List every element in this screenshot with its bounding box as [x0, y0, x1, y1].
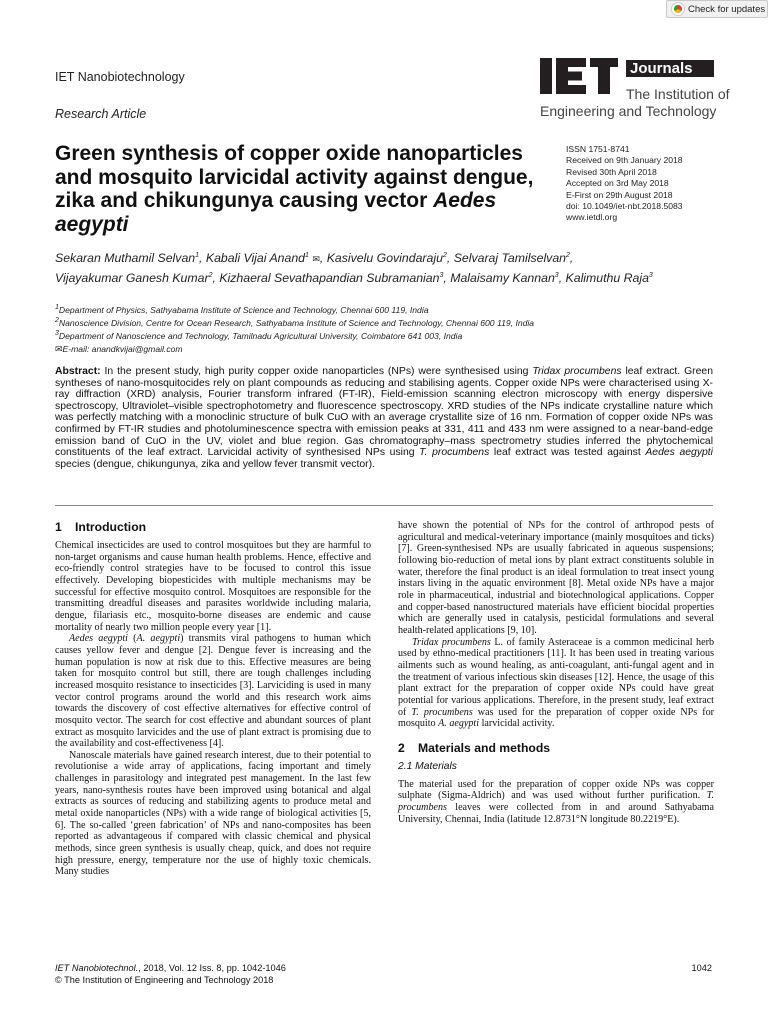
iet-logo-letters	[540, 58, 620, 94]
author-affil-sup: 2	[442, 251, 447, 259]
author: Sekaran Muthamil Selvan	[55, 251, 196, 265]
title-main: Green synthesis of copper oxide nanoparticles and mosquito larvicidal activity against dengue, zika and chikungunya causing vector	[55, 142, 534, 212]
author: Vijayakumar Ganesh Kumar	[55, 271, 209, 285]
revised-date: Revised 30th April 2018	[566, 166, 657, 177]
section-number: 1	[55, 520, 62, 534]
author-sep: ,	[446, 251, 454, 265]
affiliation	[55, 330, 715, 343]
received-date: Received on 9th January 2018	[566, 155, 683, 166]
species-name: A. aegypti	[438, 718, 480, 730]
journals-label: Journals	[626, 60, 714, 77]
affiliation	[55, 317, 715, 330]
journal-url[interactable]: www.ietdl.org	[566, 212, 618, 223]
institution-line-2: Engineering and Technology	[540, 103, 717, 119]
paragraph-text: leaves were collected from in and around Sathyabama University, Chennai, India (latitude 12.8731°N longitude 80.2219°E).	[398, 802, 714, 825]
abstract-text: leaf extract was tested against	[489, 447, 646, 459]
author-affil-sup: 1	[305, 251, 309, 259]
institution-line-1: The Institution of	[626, 86, 730, 102]
abstract-text: species (dengue, chikungunya, zika and yellow fever transmit vector).	[55, 458, 375, 470]
abstract-species: Tridax procumbens	[532, 366, 622, 377]
author: Kalimuthu Raja	[565, 271, 649, 285]
section-heading-introduction	[55, 520, 371, 534]
abstract	[55, 366, 713, 470]
citation-details: , 2018, Vol. 12 Iss. 8, pp. 1042-1046	[138, 963, 286, 973]
affil-text: Nanoscience Division, Centre for Ocean Research, Sathyabama Institute of Science and Technology, Chennai 600 119, India	[58, 318, 535, 328]
citation	[55, 962, 715, 974]
abstract-species: T. procumbens	[419, 447, 490, 459]
section-title: Materials and methods	[418, 740, 551, 755]
author-list	[55, 249, 715, 288]
author-affil-sup: 3	[554, 271, 559, 279]
paragraph	[55, 633, 371, 750]
species-name: T. procumbens	[411, 706, 473, 718]
envelope-icon: ✉	[55, 344, 63, 354]
author: Malaisamy Kannan	[450, 271, 555, 285]
check-for-updates-label: Check for updates	[688, 3, 766, 15]
corresponding-email[interactable]	[55, 343, 715, 356]
paragraph: Chemical insecticides are used to control mosquitoes but they are harmful to non-target organisms and cause human health problems. Hence, effective and eco-friendly control strategies have to be focused to control this issue effectively. Developing biopesticides with multiple mechanisms may be successful for effective mosquito control. Mosquitoes are responsible for the transmitting dreadful diseases and parasites worldwide including malaria, dengue, filariasis etc., mosquito-borne diseases are endemic and cause mortality of nearly two million people every year [1].	[55, 540, 371, 633]
citation-journal: IET Nanobiotechnol.	[55, 963, 139, 973]
paragraph	[398, 637, 714, 730]
efirst-date: E-First on 29th August 2018	[566, 189, 673, 200]
author-affil-sup: 1	[195, 251, 200, 259]
body-column-right	[398, 520, 714, 825]
accepted-date: Accepted on 3rd May 2018	[566, 178, 669, 189]
paragraph	[398, 779, 714, 826]
body-column-left	[55, 520, 371, 878]
journal-name: IET Nanobiotechnology	[55, 70, 185, 84]
abstract-label: Abstract:	[55, 366, 101, 377]
article-type: Research Article	[55, 107, 147, 121]
paragraph: have shown the potential of NPs for the control of arthropod pests of agricultural and medical-veterinary importance (mainly mosquitoes and ticks) [7]. Green-synthesised NPs are usually fabricated in aqueous suspensions; following bio-reduction of metal ions by plant extract constituents soluble in water, therefore the final product is an ideal formulation to treat insect young instars living in the aquatic environment [8]. Metal oxide NPs have a major role in pharmaceutical, industrial and biotechnological applications. Copper and copper-based nanostructured materials have efficient biocidal properties which are generally used in catalysis, pesticidal formulations and several health-related applications [9, 10].	[398, 520, 714, 636]
author-affil-sup: 2	[208, 271, 213, 279]
copyright: © The Institution of Engineering and Technology 2018	[55, 975, 274, 986]
iet-journals-logo	[540, 58, 730, 122]
article-meta	[566, 144, 683, 224]
author-affil-sup: 3	[439, 271, 444, 279]
affiliations	[55, 304, 715, 356]
abstract-text: In the present study, high purity copper oxide nanoparticles (NPs) were synthesised using	[100, 366, 533, 377]
species-name: Tridax procumbens	[412, 636, 491, 648]
species-name: A. aegypti	[136, 633, 181, 645]
page-footer	[55, 962, 715, 987]
paragraph-text: (	[128, 633, 137, 645]
author: Kasivelu Govindaraju	[326, 251, 443, 265]
author-sep: ,	[319, 251, 327, 265]
envelope-icon[interactable]: ✉	[312, 254, 320, 264]
abstract-text: leaf extract. Green syntheses of nano-mosquitocides rely on plant compounds as reducing and stabilising agents. Copper oxide NPs were characterised using X-ray diffraction (XRD) analysis, Fourier transform infrared (FT-IR), Field-emission scanning electron microscopy with energy dispersive spectroscopy, Ultraviolet–visible spectrophotometry and fluorescence spectroscopy. XRD studies of the NPs indicate crystalline nature which was perfectly matching with a monoclinic structure of bulk CuO with an average crystallite size of 16 nm. Formation of copper oxide NPs was confirmed by FT-IR studies and photoluminescence spectra with emission peaks at 331, 411 and 433 nm were assigned to a near-band-edge emission band of CuO in the UV, violet and blue region. Gas chromatography–mass spectrometry studies inferred the phytochemical constituents of the leaf extract. Larvicidal activity of synthesised NPs using	[55, 366, 713, 459]
species-name: T. procumbens	[398, 790, 714, 814]
email-text: E-mail: anandkvijai@gmail.com	[62, 344, 183, 354]
paragraph: Nanoscale materials have gained research interest, due to their potential to revolutionise a wide array of applications, facing important and timely challenges in parasitology and integrated pest management. In the last few years, nano-synthesis routes have been improved using botanical and algal extracts as sources of reducing and stabilizing agents to produce metal and metal oxide nanoparticles (NPs) with a wide range of biological activities [5, 6]. The so-called ‘green fabrication’ of NPs and nano-composites has been reported as advantageous if compared with classic chemical and physical methods, since green synthesis is usually cheap, quick, and does not require high pressure, energy, temperature nor the use of highly toxic chemicals. Many studies	[55, 749, 371, 878]
species-name: Aedes aegypti	[69, 633, 128, 645]
author-sep: ,	[558, 271, 566, 285]
author-sep: ,	[443, 271, 451, 285]
paragraph-text: ) transmits viral pathogens to human which causes yellow fever and dengue [2]. Dengue fever is increasing and the human population is now at risk due to this. Effective measures are being taken for mosquito control but still, there are tough challenges including increased mosquito resistance to insecticides [3]. Larviciding is used in many vector control programs around the world and this research work aims towards the discovery of cost effective alternatives for effective control of mosquito vector. The search for cost effective and abundant sources of plant extract as mosquito larvicides and the use of plant extract is promising due to the availability and cost-effectiveness [4].	[55, 633, 371, 750]
author: Kabali Vijai Anand	[205, 251, 306, 265]
doi: doi: 10.1049/iet-nbt.2018.5083	[566, 201, 683, 212]
abstract-species: Aedes aegypti	[645, 447, 713, 459]
author-sep: ,	[569, 251, 574, 265]
section-heading-methods	[398, 741, 714, 755]
section-number: 2	[398, 740, 405, 755]
issn: ISSN 1751-8741	[566, 144, 630, 154]
author: Kizhaeral Sevathapandian Subramanian	[219, 271, 440, 285]
article-title	[55, 142, 560, 236]
paragraph-text: larvicidal activity.	[479, 718, 555, 730]
affil-text: Department of Physics, Sathyabama Institute of Science and Technology, Chennai 600 119, India	[58, 305, 429, 315]
paragraph-text: L. of family Asteraceae is a common medicinal herb used by ethno-medical practitioners [11]. It has been used in treating various ailments such as wound healing, as anti-coagulant, anti-fungal agent and in the treatment of various infectious skin diseases [12]. Hence, the usage of this plant extract for the preparation of copper oxide NPs could have great potential for various applications. Therefore, in the present study, leaf extract of	[398, 636, 714, 718]
check-for-updates-button[interactable]	[666, 0, 768, 18]
affil-sup: 3	[55, 330, 59, 338]
author-sep: ,	[199, 251, 206, 265]
author-affil-sup: 3	[648, 271, 653, 279]
crossmark-icon	[672, 3, 684, 15]
subsection-heading-materials: 2.1 Materials	[398, 760, 457, 772]
author-affil-sup: 2	[566, 251, 570, 259]
title-species: Aedes aegypti	[55, 189, 497, 236]
abstract-divider	[55, 505, 713, 506]
affil-text: Department of Nanoscience and Technology, Tamilnadu Agricultural University, Coimbatore 641 003, India	[58, 331, 463, 341]
author: Selvaraj Tamilselvan	[453, 251, 567, 265]
author-sep: ,	[212, 271, 220, 285]
paragraph-text: The material used for the preparation of copper oxide NPs was copper sulphate (Sigma-Aldrich) and was used without further purification.	[398, 778, 714, 802]
affil-sup: 1	[55, 304, 59, 312]
page-number: 1042	[691, 963, 712, 973]
affil-sup: 2	[55, 317, 59, 325]
section-title: Introduction	[75, 520, 147, 534]
paragraph-text: was used for the preparation of copper oxide NPs for mosquito	[398, 706, 714, 730]
affiliation	[55, 304, 715, 317]
